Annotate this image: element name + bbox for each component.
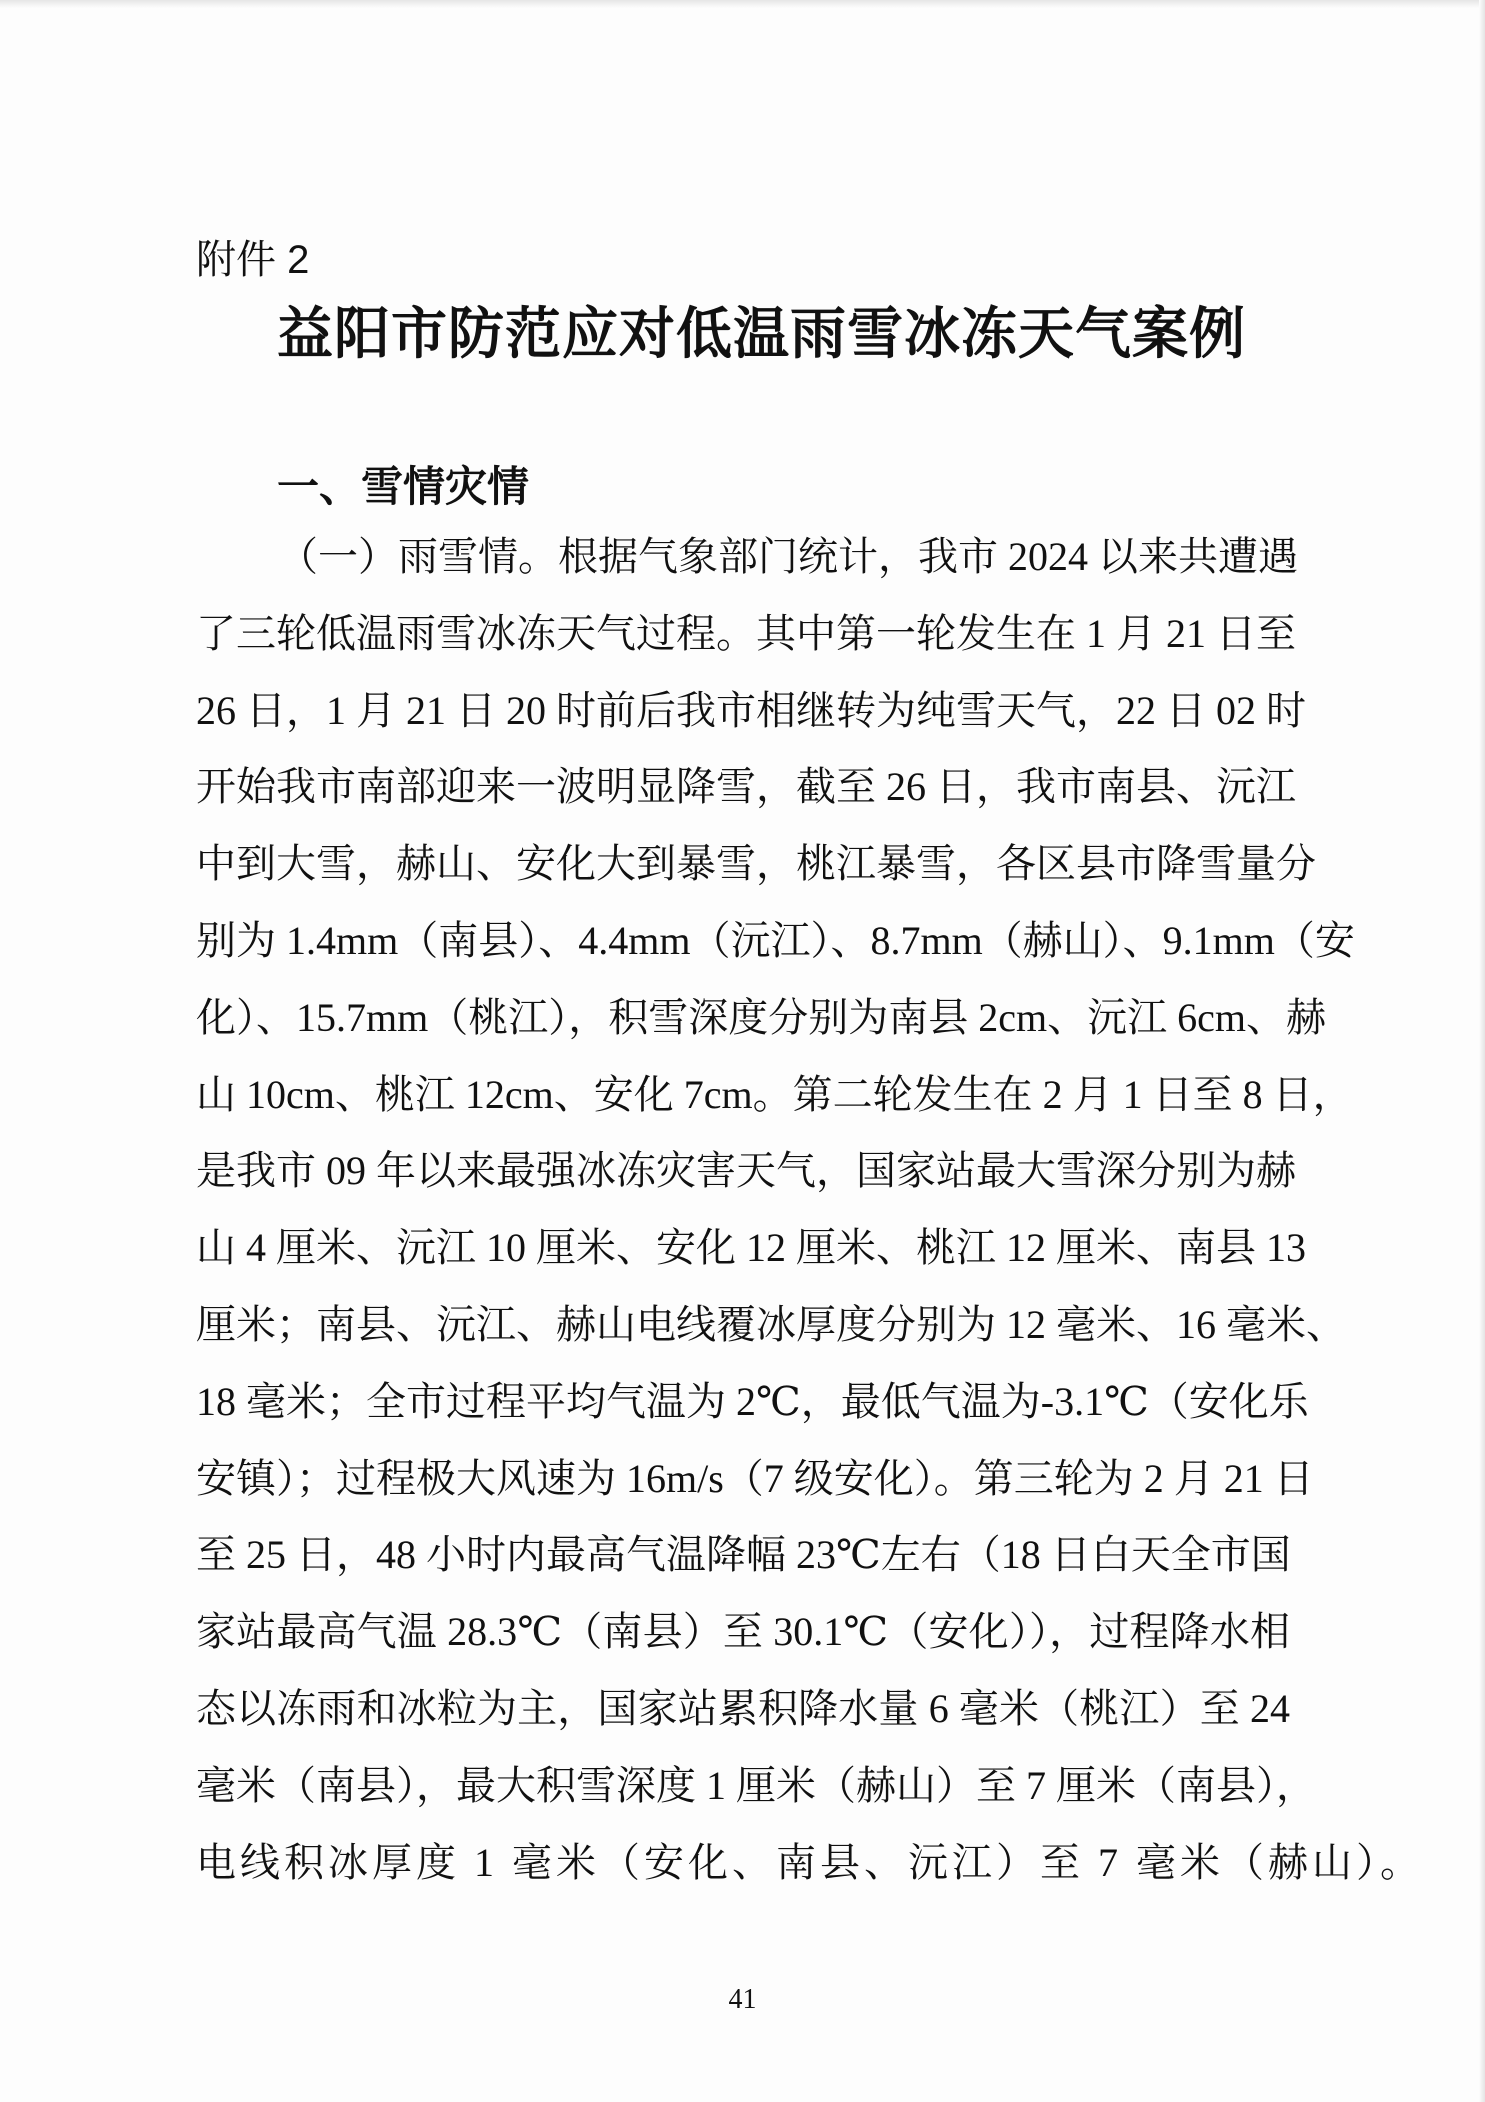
text-line: 开始我市南部迎来一波明显降雪，截至 26 日，我市南县、沅江 [196, 764, 1296, 810]
section-heading: 一、雪情灾情 [277, 463, 530, 510]
text-line: 毫米（南县），最大积雪深度 1 厘米（赫山）至 7 厘米（南县）， [196, 1762, 1316, 1808]
text-line: 26 日，1 月 21 日 20 时前后我市相继转为纯雪天气，22 日 02 时 [196, 687, 1306, 733]
text-line: 化）、15.7mm（桃江），积雪深度分别为南县 2cm、沅江 6cm、赫 [196, 994, 1326, 1040]
text-line: 厘米；南县、沅江、赫山电线覆冰厚度分别为 12 毫米、16 毫米、 [196, 1301, 1346, 1347]
attachment-label: 附件 2 [196, 238, 310, 282]
text-line: 安镇）；过程极大风速为 16m/s（7 级安化）。第三轮为 2 月 21 日 [196, 1455, 1314, 1501]
text-line: 18 毫米；全市过程平均气温为 2℃，最低气温为-3.1℃（安化乐 [196, 1378, 1309, 1424]
text-line: 电线积冰厚度 1 毫米（安化、南县、沅江）至 7 毫米（赫山）。 [196, 1839, 1424, 1885]
text-line: （一）雨雪情。根据气象部门统计，我市 2024 以来共遭遇 [278, 534, 1298, 579]
document-title: 益阳市防范应对低温雨雪冰冻天气案例 [277, 304, 1246, 366]
text-line: 中到大雪，赫山、安化大到暴雪，桃江暴雪，各区县市降雪量分 [196, 841, 1316, 887]
scan-edge-right [1479, 0, 1485, 2102]
text-line: 家站最高气温 28.3℃（南县）至 30.1℃（安化）），过程降水相 [196, 1609, 1290, 1655]
scan-edge-top [0, 0, 1485, 8]
text-line: 至 25 日，48 小时内最高气温降幅 23℃左右（18 日白天全市国 [196, 1532, 1291, 1578]
text-line: 山 10cm、桃江 12cm、安化 7cm。第二轮发生在 2 月 1 日至 8 日， [196, 1071, 1353, 1117]
text-line: 态以冻雨和冰粒为主，国家站累积降水量 6 毫米（桃江）至 24 [196, 1685, 1290, 1731]
text-line: 山 4 厘米、沅江 10 厘米、安化 12 厘米、桃江 12 厘米、南县 13 [196, 1225, 1306, 1271]
text-line: 是我市 09 年以来最强冰冻灾害天气，国家站最大雪深分别为赫 [196, 1148, 1296, 1194]
text-line: 了三轮低温雨雪冰冻天气过程。其中第一轮发生在 1 月 21 日至 [196, 610, 1296, 656]
page-number: 41 [728, 1984, 757, 2015]
body-paragraph [196, 519, 1424, 1901]
text-line: 别为 1.4mm（南县）、4.4mm（沅江）、8.7mm（赫山）、9.1mm（安 [196, 917, 1355, 963]
